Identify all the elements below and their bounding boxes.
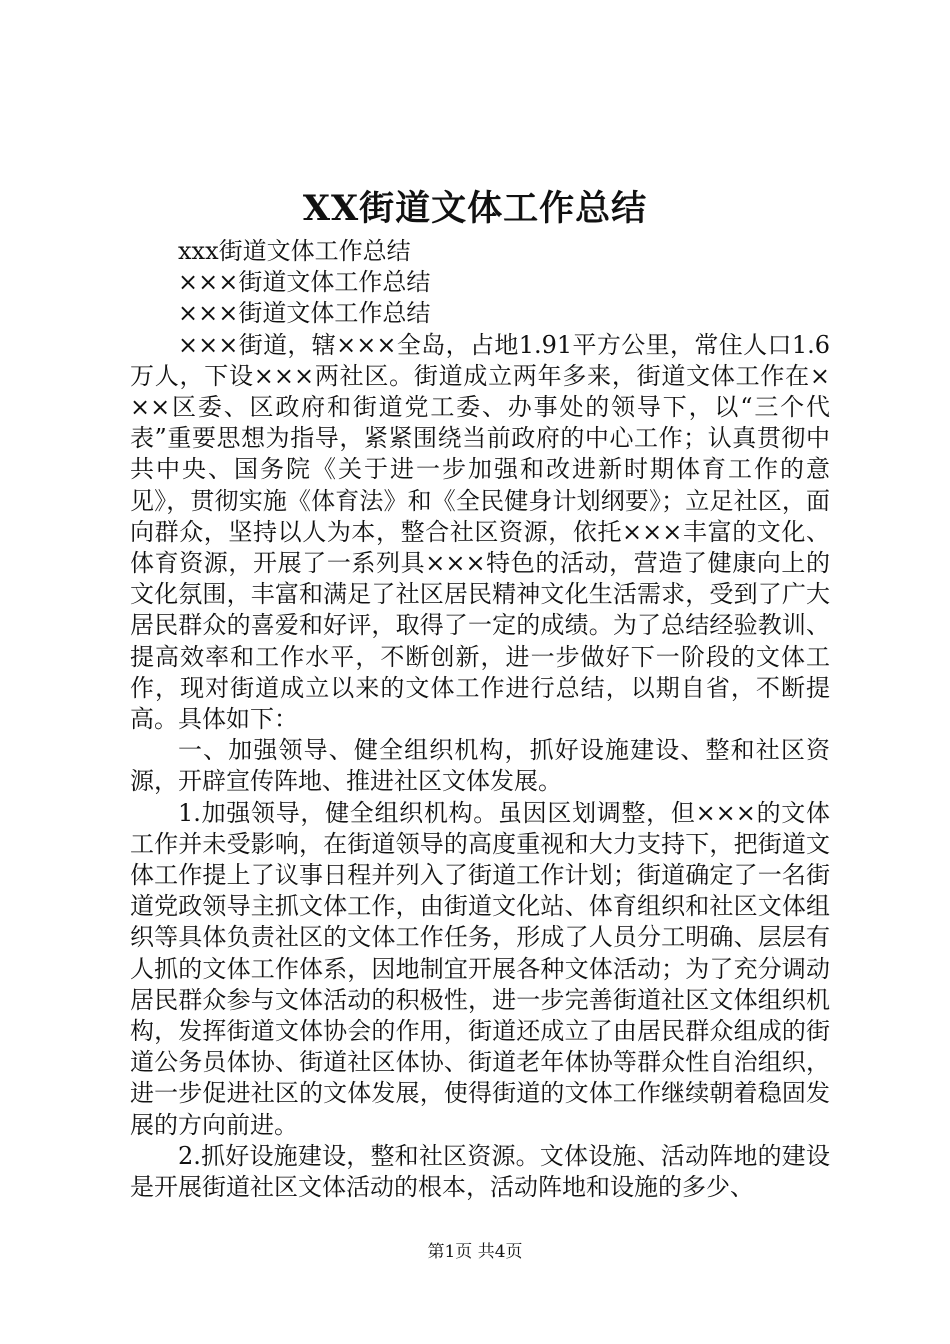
paragraph-title-line-1: xxx街道文体工作总结 <box>178 237 411 265</box>
paragraph-introduction: ×××街道，辖×××全岛，占地1.91平方公里，常住人口1.6万人，下设×××两社区。街道成立两年多来，街道文体工作在×××区委、区政府和街道党工委、办事处的领导下，以“三个代表”重要思想为指导，紧紧围绕当前政府的中心工作；认真贯彻中共中央、国务院《关于进一步加强和改进新时期体育工作的意见》，贯彻实施《体育法》和《全民健身计划纲要》；立足社区，面向群众，坚持以人为本，整合社区资源，依托×××丰富的文化、体育资源，开展了一系列具×××特色的活动，营造了健康向上的文化氛围，丰富和满足了社区居民精神文化生活需求，受到了广大居民群众的喜爱和好评，取得了一定的成绩。为了总结经验教训、提高效率和工作水平，不断创新，进一步做好下一阶段的文体工作，现对街道成立以来的文体工作进行总结，以期自省，不断提高。具体如下： <box>130 330 830 734</box>
section-heading-1: 一、加强领导、健全组织机构，抓好设施建设、整和社区资源，开辟宣传阵地、推进社区文体发展。 <box>130 736 830 796</box>
paragraph-item-1: 1.加强领导，健全组织机构。虽因区划调整，但×××的文体工作并未受影响，在街道领导的高度重视和大力支持下，把街道文体工作提上了议事日程并列入了街道工作计划；街道确定了一名街道党政领导主抓文体工作，由街道文化站、体育组织和社区文体组织等具体负责社区的文体工作任务，形成了人员分工明确、层层有人抓的文体工作体系，因地制宜开展各种文体活动；为了充分调动居民群众参与文体活动的积极性，进一步完善街道社区文体组织机构，发挥街道文体协会的作用，街道还成立了由居民群众组成的街道公务员体协、街道社区体协、街道老年体协等群众性自治组织，进一步促进社区的文体发展，使得街道的文体工作继续朝着稳固发展的方向前进。 <box>130 798 830 1139</box>
paragraph-item-2: 2.抓好设施建设，整和社区资源。文体设施、活动阵地的建设是开展街道社区文体活动的根本，活动阵地和设施的多少、 <box>130 1141 830 1202</box>
paragraph-title-line-2: ×××街道文体工作总结 <box>178 268 431 297</box>
page-number-footer: 第1页 共4页 <box>427 1242 523 1262</box>
paragraph-title-line-3: ×××街道文体工作总结 <box>178 299 431 328</box>
document-title: XX街道文体工作总结 <box>302 188 648 229</box>
document-body <box>130 236 830 1203</box>
